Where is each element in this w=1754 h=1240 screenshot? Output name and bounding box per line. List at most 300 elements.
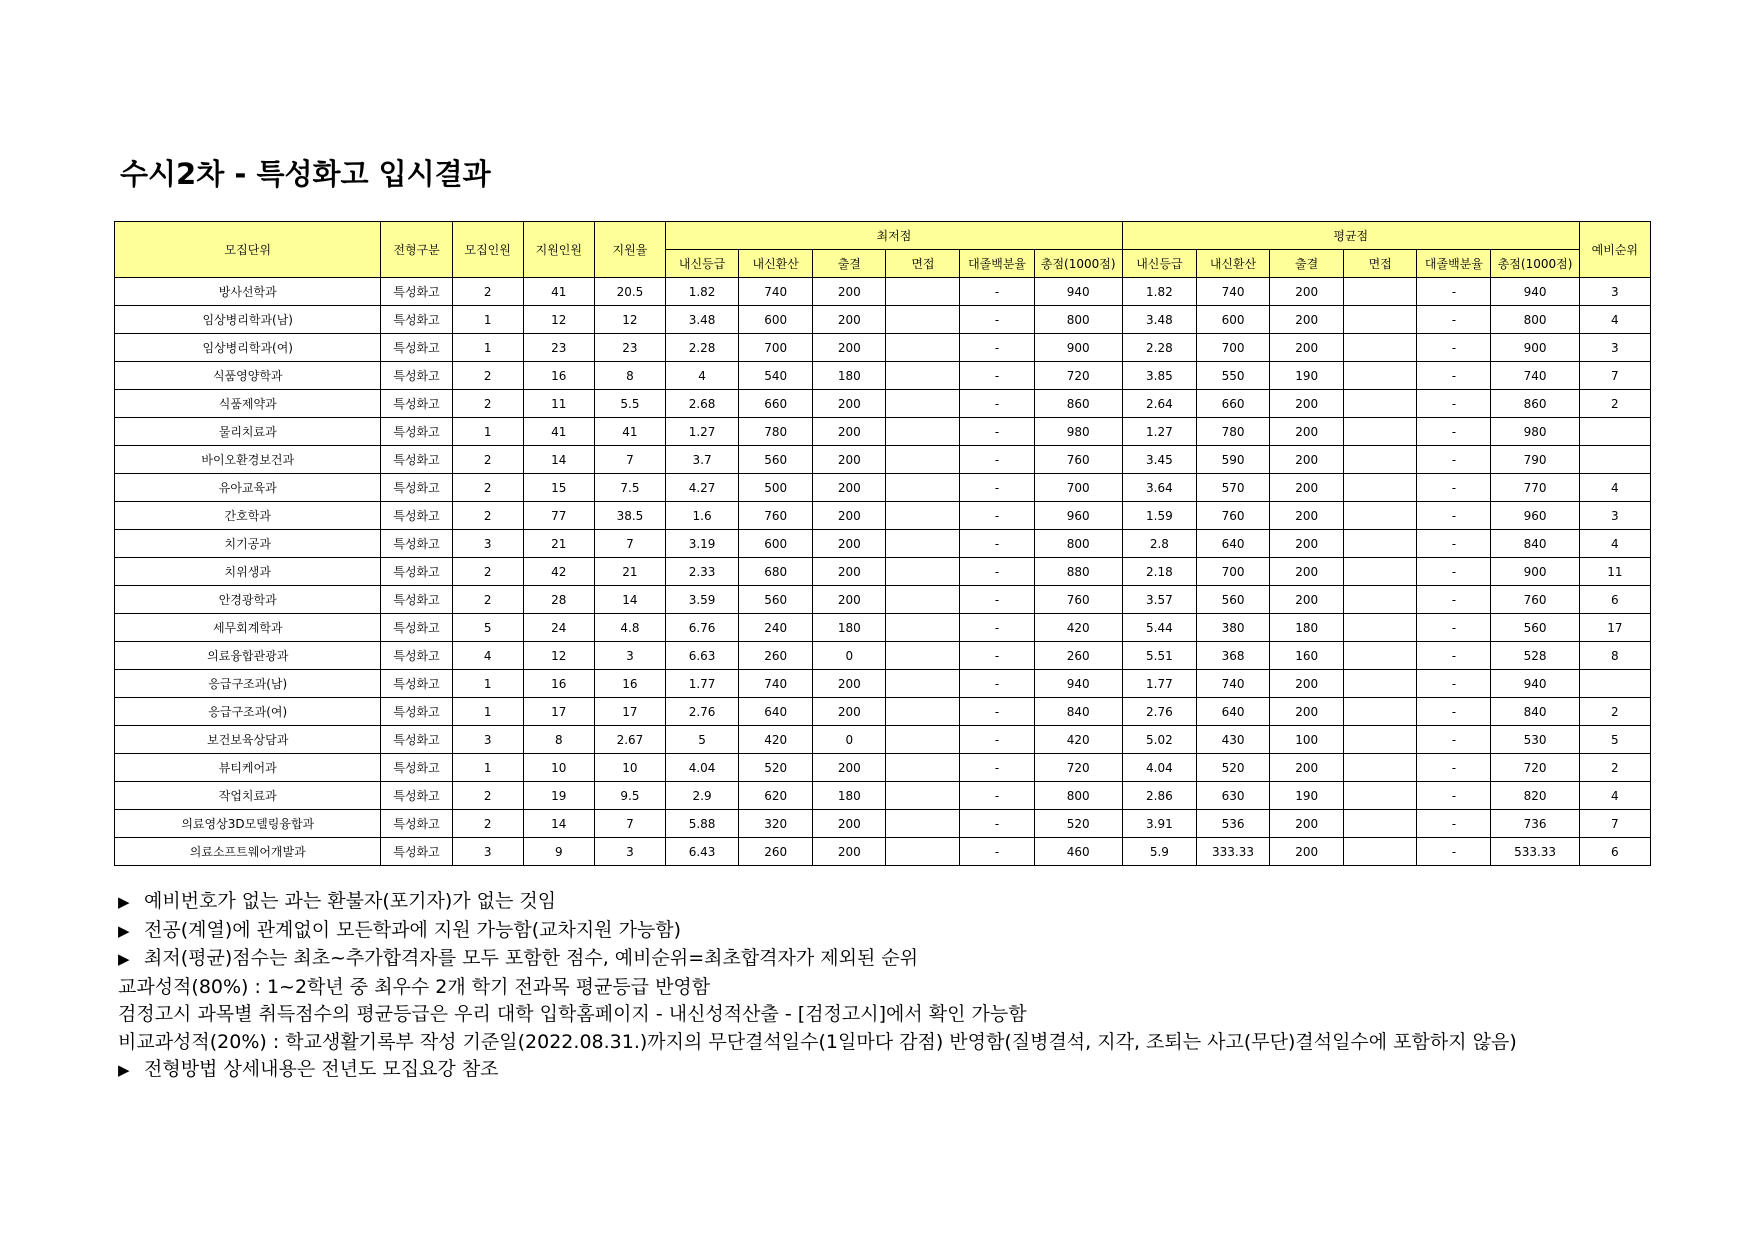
cell-unit: 임상병리학과(남) (115, 306, 381, 334)
cell-quota: 1 (452, 698, 523, 726)
cell-avg-grade: 1.77 (1122, 670, 1196, 698)
cell-type: 특성화고 (381, 390, 452, 418)
table-row (115, 530, 1651, 558)
triangle-bullet-icon: ▶ (118, 921, 130, 940)
cell-quota: 2 (452, 390, 523, 418)
cell-min-percentile: - (960, 558, 1034, 586)
cell-min-percentile: - (960, 586, 1034, 614)
cell-min-attendance: 180 (813, 614, 886, 642)
cell-unit: 바이오환경보건과 (115, 446, 381, 474)
table-row (115, 726, 1651, 754)
cell-min-total: 700 (1034, 474, 1122, 502)
cell-avg-interview (1344, 278, 1417, 306)
cell-min-grade: 6.63 (665, 642, 738, 670)
cell-min-interview (886, 334, 960, 362)
cell-min-total: 260 (1034, 642, 1122, 670)
note-text: 예비번호가 없는 과는 환불자(포기자)가 없는 것임 (144, 890, 557, 912)
cell-min-grade: 6.76 (665, 614, 738, 642)
cell-rank: 2 (1579, 390, 1650, 418)
cell-ratio: 7 (594, 446, 665, 474)
cell-unit: 세무회계학과 (115, 614, 381, 642)
header-min-grade: 내신등급 (665, 250, 738, 278)
cell-avg-percentile: - (1417, 698, 1491, 726)
cell-avg-attendance: 200 (1270, 586, 1344, 614)
cell-avg-total: 900 (1491, 558, 1579, 586)
cell-avg-grade: 2.64 (1122, 390, 1196, 418)
cell-avg-converted: 780 (1196, 418, 1269, 446)
cell-avg-attendance: 200 (1270, 446, 1344, 474)
cell-type: 특성화고 (381, 530, 452, 558)
cell-min-attendance: 200 (813, 502, 886, 530)
cell-avg-interview (1344, 474, 1417, 502)
cell-min-interview (886, 586, 960, 614)
cell-min-grade: 2.68 (665, 390, 738, 418)
note-text: 전공(계열)에 관계없이 모든학과에 지원 가능함(교차지원 가능함) (144, 918, 682, 941)
cell-avg-grade: 3.48 (1122, 306, 1196, 334)
header-ratio: 지원율 (594, 222, 665, 278)
cell-avg-converted: 600 (1196, 306, 1269, 334)
admission-results-table (114, 221, 1651, 866)
cell-unit: 뷰티케어과 (115, 754, 381, 782)
cell-avg-grade: 3.91 (1122, 810, 1196, 838)
cell-applicants: 15 (523, 474, 594, 502)
cell-type: 특성화고 (381, 362, 452, 390)
cell-min-total: 800 (1034, 306, 1122, 334)
table-row (115, 558, 1651, 586)
note-text: 최저(평균)점수는 최초~추가합격자를 모두 포함한 점수, 예비순위=최초합격자가 제외된 순위 (144, 947, 919, 969)
cell-min-percentile: - (960, 418, 1034, 446)
cell-min-percentile: - (960, 474, 1034, 502)
cell-avg-total: 900 (1491, 334, 1579, 362)
cell-unit: 식품제약과 (115, 390, 381, 418)
cell-min-percentile: - (960, 838, 1034, 866)
cell-avg-attendance: 200 (1270, 754, 1344, 782)
cell-min-total: 760 (1034, 586, 1122, 614)
table-row (115, 586, 1651, 614)
header-min-interview: 면접 (886, 250, 960, 278)
note-line (118, 974, 1517, 1002)
cell-avg-converted: 640 (1196, 698, 1269, 726)
header-min-total: 총점(1000점) (1034, 250, 1122, 278)
cell-quota: 3 (452, 530, 523, 558)
cell-min-converted: 600 (739, 306, 813, 334)
cell-avg-percentile: - (1417, 362, 1491, 390)
cell-avg-grade: 3.45 (1122, 446, 1196, 474)
cell-ratio: 23 (594, 334, 665, 362)
table-row (115, 502, 1651, 530)
cell-avg-converted: 520 (1196, 754, 1269, 782)
cell-min-grade: 3.48 (665, 306, 738, 334)
cell-avg-interview (1344, 306, 1417, 334)
cell-ratio: 21 (594, 558, 665, 586)
cell-avg-percentile: - (1417, 446, 1491, 474)
cell-min-converted: 740 (739, 670, 813, 698)
table-row (115, 306, 1651, 334)
cell-avg-grade: 2.8 (1122, 530, 1196, 558)
cell-rank: 3 (1579, 278, 1650, 306)
cell-applicants: 14 (523, 810, 594, 838)
cell-avg-converted: 660 (1196, 390, 1269, 418)
cell-min-percentile: - (960, 698, 1034, 726)
cell-min-interview (886, 474, 960, 502)
cell-min-interview (886, 558, 960, 586)
cell-avg-interview (1344, 446, 1417, 474)
cell-min-grade: 2.76 (665, 698, 738, 726)
cell-ratio: 10 (594, 754, 665, 782)
cell-rank: 3 (1579, 334, 1650, 362)
cell-type: 특성화고 (381, 838, 452, 866)
cell-unit: 안경광학과 (115, 586, 381, 614)
cell-min-converted: 420 (739, 726, 813, 754)
cell-avg-converted: 700 (1196, 558, 1269, 586)
cell-unit: 치위생과 (115, 558, 381, 586)
cell-min-grade: 6.43 (665, 838, 738, 866)
cell-avg-total: 790 (1491, 446, 1579, 474)
cell-avg-total: 840 (1491, 530, 1579, 558)
cell-min-grade: 3.59 (665, 586, 738, 614)
cell-avg-grade: 2.18 (1122, 558, 1196, 586)
cell-applicants: 14 (523, 446, 594, 474)
cell-type: 특성화고 (381, 418, 452, 446)
cell-min-attendance: 200 (813, 446, 886, 474)
header-unit: 모집단위 (115, 222, 381, 278)
cell-avg-grade: 5.51 (1122, 642, 1196, 670)
cell-min-converted: 780 (739, 418, 813, 446)
cell-avg-converted: 368 (1196, 642, 1269, 670)
note-text: 전형방법 상세내용은 전년도 모집요강 참조 (144, 1058, 499, 1080)
cell-quota: 2 (452, 446, 523, 474)
cell-min-interview (886, 502, 960, 530)
header-rank: 예비순위 (1579, 222, 1650, 278)
cell-min-percentile: - (960, 670, 1034, 698)
cell-applicants: 9 (523, 838, 594, 866)
cell-applicants: 23 (523, 334, 594, 362)
cell-min-grade: 3.19 (665, 530, 738, 558)
header-type: 전형구분 (381, 222, 452, 278)
cell-avg-total: 760 (1491, 586, 1579, 614)
cell-avg-attendance: 200 (1270, 810, 1344, 838)
cell-unit: 간호학과 (115, 502, 381, 530)
cell-avg-interview (1344, 530, 1417, 558)
cell-avg-percentile: - (1417, 502, 1491, 530)
cell-min-grade: 1.82 (665, 278, 738, 306)
cell-avg-converted: 560 (1196, 586, 1269, 614)
cell-quota: 2 (452, 782, 523, 810)
cell-avg-interview (1344, 754, 1417, 782)
cell-applicants: 19 (523, 782, 594, 810)
cell-min-interview (886, 446, 960, 474)
header-min-group: 최저점 (665, 222, 1122, 250)
cell-applicants: 42 (523, 558, 594, 586)
cell-avg-grade: 5.44 (1122, 614, 1196, 642)
cell-min-grade: 2.9 (665, 782, 738, 810)
cell-avg-total: 720 (1491, 754, 1579, 782)
cell-quota: 1 (452, 418, 523, 446)
cell-avg-percentile: - (1417, 418, 1491, 446)
cell-ratio: 17 (594, 698, 665, 726)
cell-min-interview (886, 838, 960, 866)
cell-applicants: 16 (523, 670, 594, 698)
cell-min-attendance: 200 (813, 810, 886, 838)
table-row (115, 670, 1651, 698)
cell-quota: 1 (452, 754, 523, 782)
cell-min-grade: 4 (665, 362, 738, 390)
cell-rank (1579, 418, 1650, 446)
table-row (115, 754, 1651, 782)
cell-type: 특성화고 (381, 306, 452, 334)
cell-min-percentile: - (960, 614, 1034, 642)
cell-ratio: 16 (594, 670, 665, 698)
cell-avg-interview (1344, 642, 1417, 670)
cell-avg-converted: 760 (1196, 502, 1269, 530)
header-avg-group: 평균점 (1122, 222, 1579, 250)
header-quota: 모집인원 (452, 222, 523, 278)
cell-min-interview (886, 530, 960, 558)
cell-min-interview (886, 390, 960, 418)
header-avg-interview: 면접 (1344, 250, 1417, 278)
cell-rank: 4 (1579, 474, 1650, 502)
cell-avg-total: 740 (1491, 362, 1579, 390)
cell-unit: 치기공과 (115, 530, 381, 558)
cell-type: 특성화고 (381, 670, 452, 698)
cell-applicants: 16 (523, 362, 594, 390)
cell-min-converted: 760 (739, 502, 813, 530)
cell-min-converted: 260 (739, 838, 813, 866)
table-row (115, 642, 1651, 670)
cell-avg-interview (1344, 390, 1417, 418)
triangle-bullet-icon: ▶ (118, 950, 130, 968)
cell-avg-attendance: 200 (1270, 670, 1344, 698)
cell-min-total: 940 (1034, 278, 1122, 306)
cell-min-interview (886, 306, 960, 334)
cell-ratio: 14 (594, 586, 665, 614)
cell-applicants: 17 (523, 698, 594, 726)
cell-rank: 5 (1579, 726, 1650, 754)
triangle-bullet-icon: ▶ (118, 1061, 130, 1079)
cell-applicants: 77 (523, 502, 594, 530)
table-row (115, 362, 1651, 390)
cell-avg-converted: 380 (1196, 614, 1269, 642)
cell-min-interview (886, 810, 960, 838)
cell-rank: 2 (1579, 698, 1650, 726)
cell-min-percentile: - (960, 362, 1034, 390)
cell-avg-percentile: - (1417, 334, 1491, 362)
cell-min-attendance: 200 (813, 698, 886, 726)
note-line (118, 917, 1517, 946)
cell-ratio: 9.5 (594, 782, 665, 810)
cell-min-attendance: 200 (813, 278, 886, 306)
cell-avg-total: 980 (1491, 418, 1579, 446)
cell-avg-grade: 1.82 (1122, 278, 1196, 306)
cell-unit: 보건보육상담과 (115, 726, 381, 754)
cell-type: 특성화고 (381, 334, 452, 362)
cell-avg-converted: 630 (1196, 782, 1269, 810)
table-row (115, 698, 1651, 726)
cell-unit: 의료영상3D모델링융합과 (115, 810, 381, 838)
cell-min-percentile: - (960, 530, 1034, 558)
cell-min-grade: 1.27 (665, 418, 738, 446)
cell-quota: 2 (452, 586, 523, 614)
cell-rank: 4 (1579, 530, 1650, 558)
cell-min-grade: 1.6 (665, 502, 738, 530)
cell-type: 특성화고 (381, 446, 452, 474)
cell-ratio: 38.5 (594, 502, 665, 530)
cell-avg-attendance: 200 (1270, 306, 1344, 334)
notes-section (118, 888, 1517, 1085)
cell-min-total: 720 (1034, 754, 1122, 782)
cell-avg-percentile: - (1417, 838, 1491, 866)
cell-unit: 식품영양학과 (115, 362, 381, 390)
cell-avg-percentile: - (1417, 530, 1491, 558)
cell-type: 특성화고 (381, 614, 452, 642)
cell-avg-interview (1344, 558, 1417, 586)
triangle-bullet-icon: ▶ (118, 893, 130, 911)
cell-min-total: 420 (1034, 726, 1122, 754)
cell-avg-converted: 536 (1196, 810, 1269, 838)
cell-ratio: 3 (594, 838, 665, 866)
cell-avg-grade: 5.9 (1122, 838, 1196, 866)
cell-avg-attendance: 100 (1270, 726, 1344, 754)
header-min-attendance: 출결 (813, 250, 886, 278)
cell-avg-grade: 2.76 (1122, 698, 1196, 726)
cell-avg-attendance: 200 (1270, 530, 1344, 558)
cell-min-converted: 560 (739, 446, 813, 474)
cell-unit: 응급구조과(남) (115, 670, 381, 698)
cell-type: 특성화고 (381, 586, 452, 614)
cell-min-total: 800 (1034, 782, 1122, 810)
table-row (115, 474, 1651, 502)
cell-min-attendance: 200 (813, 306, 886, 334)
cell-min-converted: 320 (739, 810, 813, 838)
cell-applicants: 21 (523, 530, 594, 558)
table-row (115, 838, 1651, 866)
cell-avg-grade: 3.57 (1122, 586, 1196, 614)
cell-avg-grade: 3.85 (1122, 362, 1196, 390)
cell-avg-attendance: 200 (1270, 390, 1344, 418)
table-body (115, 278, 1651, 866)
cell-avg-grade: 2.28 (1122, 334, 1196, 362)
cell-type: 특성화고 (381, 754, 452, 782)
cell-type: 특성화고 (381, 698, 452, 726)
cell-min-attendance: 200 (813, 390, 886, 418)
note-line (118, 1056, 1517, 1085)
cell-applicants: 24 (523, 614, 594, 642)
cell-quota: 4 (452, 642, 523, 670)
cell-min-attendance: 200 (813, 670, 886, 698)
note-line (118, 1001, 1517, 1029)
cell-rank: 11 (1579, 558, 1650, 586)
cell-applicants: 8 (523, 726, 594, 754)
cell-min-percentile: - (960, 390, 1034, 418)
cell-unit: 물리치료과 (115, 418, 381, 446)
cell-min-attendance: 200 (813, 586, 886, 614)
cell-applicants: 41 (523, 418, 594, 446)
cell-avg-converted: 333.33 (1196, 838, 1269, 866)
cell-unit: 유아교육과 (115, 474, 381, 502)
cell-quota: 2 (452, 362, 523, 390)
cell-min-grade: 4.04 (665, 754, 738, 782)
cell-min-interview (886, 670, 960, 698)
cell-avg-total: 820 (1491, 782, 1579, 810)
cell-avg-total: 940 (1491, 670, 1579, 698)
cell-avg-percentile: - (1417, 670, 1491, 698)
cell-quota: 2 (452, 810, 523, 838)
cell-avg-total: 770 (1491, 474, 1579, 502)
cell-quota: 1 (452, 670, 523, 698)
cell-quota: 1 (452, 306, 523, 334)
cell-min-converted: 700 (739, 334, 813, 362)
cell-avg-interview (1344, 418, 1417, 446)
cell-avg-attendance: 200 (1270, 334, 1344, 362)
cell-rank: 8 (1579, 642, 1650, 670)
cell-avg-attendance: 160 (1270, 642, 1344, 670)
cell-avg-percentile: - (1417, 614, 1491, 642)
cell-min-percentile: - (960, 782, 1034, 810)
cell-min-interview (886, 782, 960, 810)
cell-unit: 의료소프트웨어개발과 (115, 838, 381, 866)
cell-avg-percentile: - (1417, 306, 1491, 334)
note-text: 교과성적(80%) : 1~2학년 중 최우수 2개 학기 전과목 평균등급 반영함 (118, 975, 711, 998)
cell-ratio: 7.5 (594, 474, 665, 502)
cell-min-grade: 4.27 (665, 474, 738, 502)
cell-rank: 7 (1579, 362, 1650, 390)
cell-min-converted: 560 (739, 586, 813, 614)
cell-avg-grade: 1.59 (1122, 502, 1196, 530)
cell-ratio: 41 (594, 418, 665, 446)
cell-min-percentile: - (960, 726, 1034, 754)
cell-ratio: 3 (594, 642, 665, 670)
cell-unit: 작업치료과 (115, 782, 381, 810)
cell-min-attendance: 180 (813, 782, 886, 810)
cell-avg-attendance: 190 (1270, 782, 1344, 810)
cell-avg-total: 940 (1491, 278, 1579, 306)
cell-unit: 의료융합관광과 (115, 642, 381, 670)
cell-min-total: 800 (1034, 530, 1122, 558)
cell-min-converted: 500 (739, 474, 813, 502)
cell-min-attendance: 200 (813, 558, 886, 586)
cell-avg-percentile: - (1417, 390, 1491, 418)
cell-avg-converted: 570 (1196, 474, 1269, 502)
cell-type: 특성화고 (381, 278, 452, 306)
cell-type: 특성화고 (381, 642, 452, 670)
cell-avg-total: 528 (1491, 642, 1579, 670)
cell-min-grade: 2.33 (665, 558, 738, 586)
note-line (118, 888, 1517, 917)
header-avg-converted: 내신환산 (1196, 250, 1269, 278)
cell-min-converted: 680 (739, 558, 813, 586)
cell-min-percentile: - (960, 446, 1034, 474)
cell-min-converted: 600 (739, 530, 813, 558)
cell-rank (1579, 446, 1650, 474)
cell-avg-interview (1344, 726, 1417, 754)
cell-avg-converted: 700 (1196, 334, 1269, 362)
cell-avg-percentile: - (1417, 782, 1491, 810)
header-row-1 (115, 222, 1651, 250)
cell-min-converted: 540 (739, 362, 813, 390)
cell-min-converted: 620 (739, 782, 813, 810)
cell-avg-converted: 640 (1196, 530, 1269, 558)
cell-avg-interview (1344, 782, 1417, 810)
cell-rank (1579, 670, 1650, 698)
cell-ratio: 4.8 (594, 614, 665, 642)
table-row (115, 810, 1651, 838)
cell-quota: 3 (452, 726, 523, 754)
cell-applicants: 12 (523, 642, 594, 670)
cell-min-total: 940 (1034, 670, 1122, 698)
cell-ratio: 8 (594, 362, 665, 390)
cell-avg-percentile: - (1417, 586, 1491, 614)
cell-avg-grade: 4.04 (1122, 754, 1196, 782)
